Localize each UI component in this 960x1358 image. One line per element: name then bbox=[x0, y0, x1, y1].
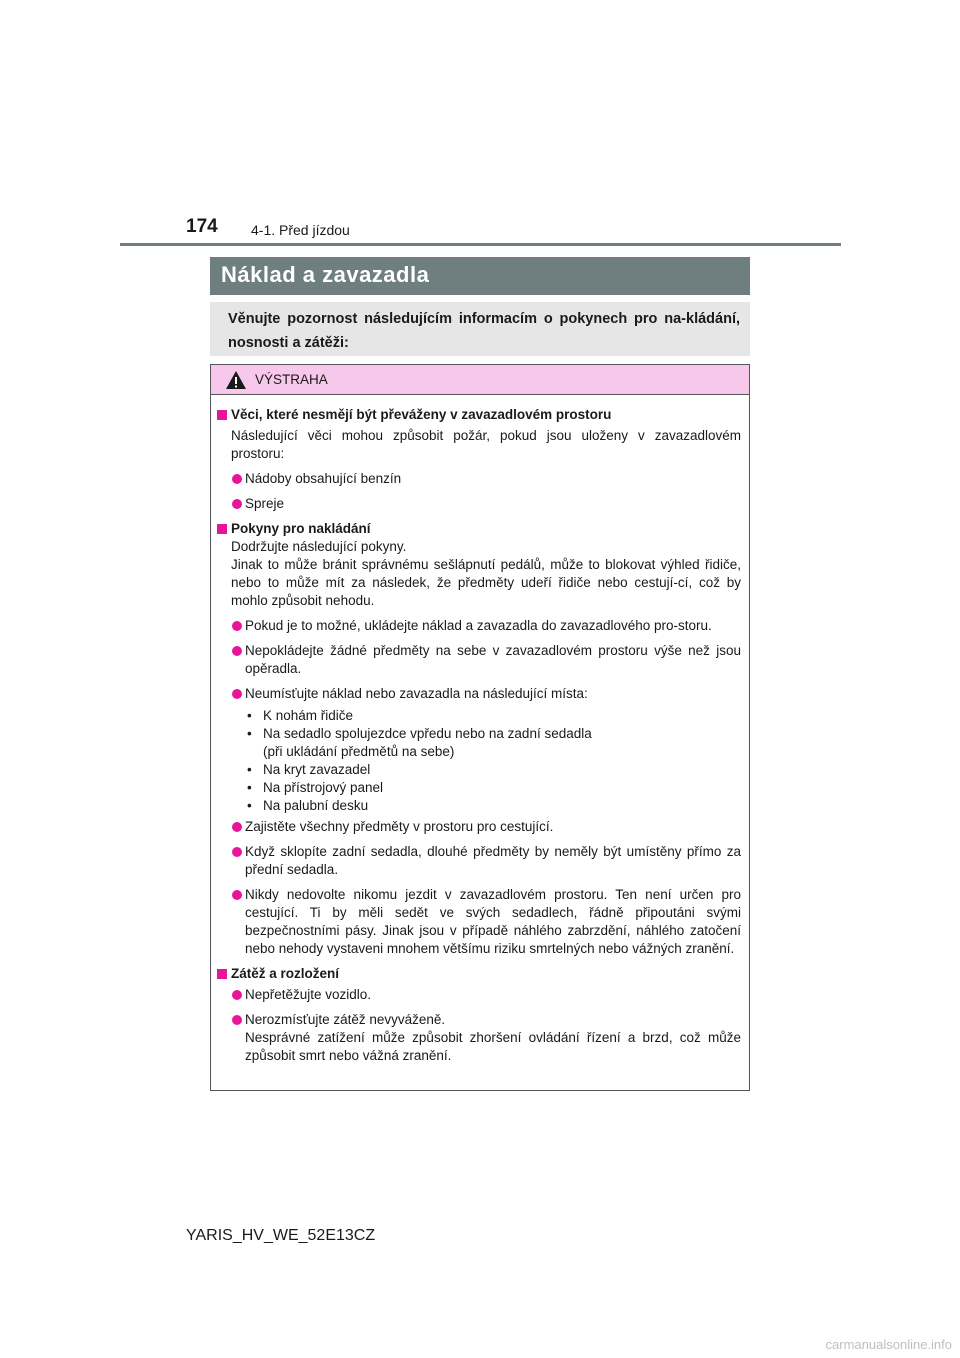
watermark: carmanualsonline.info bbox=[825, 1337, 952, 1352]
section-title-bar bbox=[210, 257, 750, 295]
warning-label: VÝSTRAHA bbox=[255, 372, 328, 387]
dot-mark: • bbox=[247, 708, 252, 723]
circle-bullet-icon bbox=[232, 646, 242, 656]
place-item: • Na kryt zavazadel bbox=[247, 762, 371, 777]
dot-mark: • bbox=[247, 762, 252, 777]
page-number: 174 bbox=[186, 216, 218, 237]
list-item: Nepřetěžujte vozidlo. bbox=[217, 986, 741, 1004]
warning-triangle-icon bbox=[225, 370, 247, 390]
circle-bullet-icon bbox=[232, 474, 242, 484]
circle-bullet-icon bbox=[232, 890, 242, 900]
paragraph: Následující věci mohou způsobit požár, pokud jsou uloženy v zavazadlovém prostoru: bbox=[231, 428, 741, 461]
header-rule bbox=[120, 243, 841, 246]
square-bullet-icon bbox=[217, 524, 227, 534]
list-item: Nepokládejte žádné předměty na sebe v zavazadlovém prostoru výše než jsou opěradla. bbox=[217, 642, 741, 678]
circle-bullet-icon bbox=[232, 822, 242, 832]
intro-box bbox=[210, 302, 750, 356]
section-heading: Věci, které nesmějí být převáženy v zavazadlovém prostoru bbox=[217, 406, 741, 424]
section-title: Náklad a zavazadla bbox=[221, 262, 430, 287]
list-item: Pokud je to možné, ukládejte náklad a zavazadla do zavazadlového pro-storu. bbox=[217, 617, 741, 635]
warning-body bbox=[211, 395, 749, 1065]
circle-bullet-icon bbox=[232, 1015, 242, 1025]
list-item: Neumísťujte náklad nebo zavazadla na následující místa: bbox=[217, 685, 741, 703]
paragraph: Dodržujte následující pokyny. Jinak to může bránit správnému sešlápnutí pedálů, může to blokovat výhled řidiče, nebo to může mít za následek, že předměty udeří řidiče nebo cestují-cí, což by mohlo způsobit nehodu. bbox=[231, 539, 741, 608]
list-item: Nikdy nedovolte nikomu jezdit v zavazadlovém prostoru. Ten není určen pro cestující. Ti by měli sedět ve svých sedadlech, řádně připoutáni svými bezpečnostními pásy. Jinak jsou v případě náhlého zabrzdění, náhlého zatočení nebo nehody vystaveni mnohem většímu riziku smrtelných nebo vážných zranění. bbox=[217, 886, 741, 958]
list-item: Když sklopíte zadní sedadla, dlouhé předměty by neměly být umístěny přímo za přední sedadla. bbox=[217, 843, 741, 879]
section-heading: Pokyny pro nakládání bbox=[217, 520, 741, 538]
dot-mark: • bbox=[247, 726, 252, 741]
chapter-title: 4-1. Před jízdou bbox=[251, 222, 350, 238]
circle-bullet-icon bbox=[232, 689, 242, 699]
circle-bullet-icon bbox=[232, 990, 242, 1000]
list-item: Nerozmísťujte zátěž nevyváženě. Nesprávné zatížení může způsobit zhoršení ovládání řízení a brzd, což může způsobit smrt nebo vážná zranění. bbox=[217, 1011, 741, 1065]
place-list bbox=[217, 707, 741, 815]
place-item: • Na přístrojový panel bbox=[247, 780, 384, 795]
circle-bullet-icon bbox=[232, 621, 242, 631]
section-heading: Zátěž a rozložení bbox=[217, 965, 741, 983]
square-bullet-icon bbox=[217, 969, 227, 979]
place-item: • Na sedadlo spolujezdce vpředu nebo na zadní sedadla bbox=[247, 726, 592, 741]
square-bullet-icon bbox=[217, 410, 227, 420]
list-item: Zajistěte všechny předměty v prostoru pro cestující. bbox=[217, 818, 741, 836]
warning-header bbox=[211, 365, 749, 395]
dot-mark: • bbox=[247, 780, 252, 795]
list-item: Nádoby obsahující benzín bbox=[217, 470, 741, 488]
circle-bullet-icon bbox=[232, 499, 242, 509]
place-item: • K nohám řidiče bbox=[247, 708, 354, 723]
intro-text: Věnujte pozornost následujícím informacím o pokynech pro na-kládání, nosnosti a zátěži: bbox=[228, 311, 740, 351]
list-item: Spreje bbox=[217, 495, 741, 513]
circle-bullet-icon bbox=[232, 847, 242, 857]
warning-box bbox=[210, 364, 750, 1091]
place-item-continuation: (při ukládání předmětů na sebe) bbox=[263, 744, 455, 759]
dot-mark: • bbox=[247, 798, 252, 813]
place-item: • Na palubní desku bbox=[247, 798, 369, 813]
footer-code: YARIS_HV_WE_52E13CZ bbox=[186, 1227, 376, 1244]
